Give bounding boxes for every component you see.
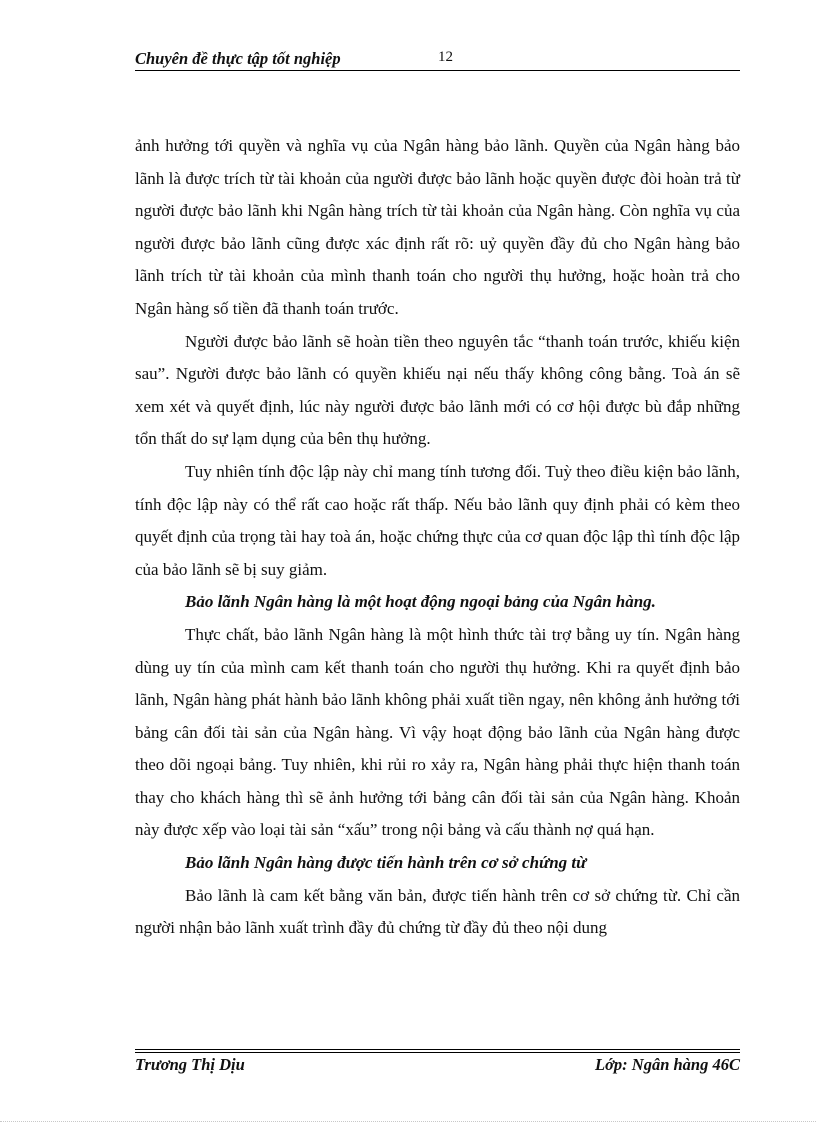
page-header (135, 48, 740, 70)
footer-rule-bottom (135, 1052, 740, 1053)
paragraph-3: Tuy nhiên tính độc lập này chỉ mang tính tương đối. Tuỳ theo điều kiện bảo lãnh, tính độc lập này có thể rất cao hoặc rất thấp. Nếu bảo lãnh quy định phải có kèm theo quyết định của trọng tài hay toà án, hoặc chứng thực của cơ quan độc lập thì tính độc lập của bảo lãnh sẽ bị suy giảm. (135, 461, 740, 579)
paragraph-2: Người được bảo lãnh sẽ hoàn tiền theo nguyên tắc “thanh toán trước, khiếu kiện sau”. Người được bảo lãnh có quyền khiếu nại nếu thấy không công bằng. Toà án sẽ xem xét và quyết định, lúc này người được bảo lãnh mới có cơ hội được bù đắp những tổn thất do sự lạm dụng của bên thụ hưởng. (135, 331, 740, 449)
header-title: Chuyên đề thực tập tốt nghiệp (135, 49, 341, 68)
paragraph-5: Bảo lãnh là cam kết bằng văn bản, được tiến hành trên cơ sở chứng từ. Chỉ cần người nhận bảo lãnh xuất trình đầy đủ chứng từ đầy đủ theo nội dung (135, 885, 740, 938)
body-content (135, 130, 740, 945)
section-heading-off-balance: Bảo lãnh Ngân hàng là một hoạt động ngoại bảng của Ngân hàng. (185, 592, 656, 612)
page-number: 12 (438, 49, 453, 65)
footer-author: Trương Thị Dịu (135, 1055, 245, 1074)
footer-rule-top (135, 1049, 740, 1050)
paragraph-1: ảnh hưởng tới quyền và nghĩa vụ của Ngân hàng bảo lãnh. Quyền của Ngân hàng bảo lãnh là được trích từ tài khoản của người được bảo lãnh hoặc quyền được đòi hoàn trả từ người được bảo lãnh khi Ngân hàng trích từ tài khoản của Ngân hàng. Còn nghĩa vụ của người được bảo lãnh cũng được xác định rất rõ: uỷ quyền đầy đủ cho Ngân hàng bảo lãnh trích từ tài khoản của mình thanh toán cho người thụ hưởng, hoặc hoàn trả cho Ngân hàng số tiền đã thanh toán trước. (135, 136, 740, 318)
footer-class: Lớp: Ngân hàng 46C (594, 1055, 740, 1074)
paragraph-4: Thực chất, bảo lãnh Ngân hàng là một hình thức tài trợ bằng uy tín. Ngân hàng dùng uy tín của mình cam kết thanh toán cho người thụ hưởng. Khi ra quyết định bảo lãnh, Ngân hàng phát hành bảo lãnh không phải xuất tiền ngay, nên không ảnh hưởng tới bảng cân đối tài sản của Ngân hàng. Vì vậy hoạt động bảo lãnh của Ngân hàng được theo dõi ngoại bảng. Tuy nhiên, khi rủi ro xảy ra, Ngân hàng phải thực hiện thanh toán thay cho khách hàng thì sẽ ảnh hưởng tới bảng cân đối tài sản của Ngân hàng. Khoản này được xếp vào loại tài sản “xấu” trong nội bảng và cấu thành nợ quá hạn. (135, 624, 740, 840)
header-rule (135, 70, 740, 71)
page-bottom-border (0, 1121, 816, 1122)
section-heading-documents: Bảo lãnh Ngân hàng được tiến hành trên cơ sở chứng từ (185, 853, 587, 873)
